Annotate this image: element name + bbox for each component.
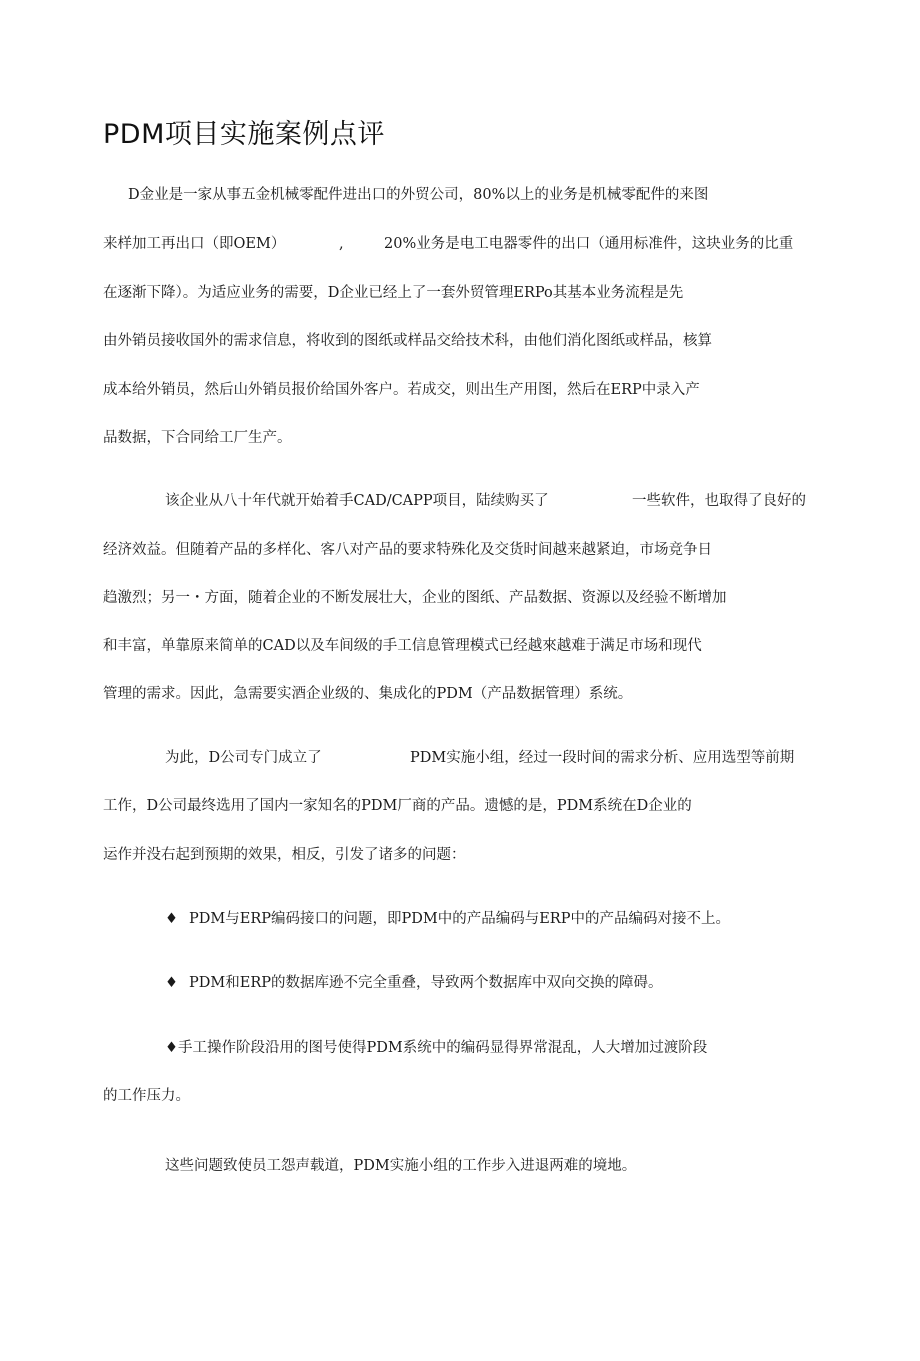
bullet-text: PDM与ERP编码接口的问题，即PDM中的产品编码与ERP中的产品编码对接不上。 [189, 911, 730, 927]
p1-line-2c: 20%业务是电工电器零件的出口（通用标准件，这块业务的比重 [384, 236, 794, 252]
p1-line-2b: , [339, 236, 344, 252]
p2-line-5: 管理的需求。因此，急需要实酒企业级的、集成化的PDM（产品数据管理）系统。 [103, 686, 633, 702]
p1-line-5: 成本给外销员，然后山外销员报价给国外客户。若成交，则出生产用图，然后在ERP中录入产 [103, 382, 700, 398]
p2-line-2: 经济效益。但随着产品的多样化、客八对产品的要求特殊化及交货时间越来越紧迫，市场竞争日 [103, 542, 712, 558]
p3-line-1b: PDM实施小组，经过一段时间的需求分析、应用选型等前期 [410, 750, 795, 766]
p1-line-2a: 来样加工再出口（即OEM） [103, 236, 286, 252]
page-title: PDM项目实施案例点评 [103, 119, 385, 150]
bullet-item-1 [165, 910, 730, 928]
p2-line-1b: 一些软件，也取得了良好的 [632, 493, 806, 509]
p2-line-1a: 该企业从八十年代就开始着手CAD/CAPP项目，陆续购买了 [165, 493, 549, 509]
diamond-bullet-icon: ♦ [165, 911, 178, 927]
p1-line-1: D金业是一家从事五金机械零配件进出口的外贸公司，80%以上的业务是机械零配件的来图 [128, 187, 709, 203]
p1-line-6: 品数据，下合同给工厂生产。 [103, 430, 292, 446]
bullet-item-3-line-1: ♦手工操作阶段沿用的图号使得PDM系统中的编码显得界常混乱，人大增加过渡阶段 [165, 1040, 708, 1056]
p3-line-3: 运作并没右起到预期的效果，相反，引发了诸多的问题： [103, 847, 466, 863]
diamond-bullet-icon: ♦ [165, 975, 178, 991]
bullet-item-2 [165, 974, 663, 992]
p1-line-4: 由外销员接收国外的需求信息，将收到的图纸或样品交给技术科，由他们消化图纸或样品，核算 [103, 333, 712, 349]
p3-line-1a: 为此，D公司专门成立了 [165, 750, 322, 766]
closing-paragraph: 这些问题致使员工怨声载道，PDM实施小组的工作步入进退两难的境地。 [165, 1158, 637, 1174]
bullet-item-3-line-2: 的工作压力。 [103, 1088, 190, 1104]
p3-line-2: 工作，D公司最终选用了国内一家知名的PDM厂商的产品。遗憾的是，PDM系统在D企业的 [103, 798, 692, 814]
p2-line-4: 和丰富，单靠原来简单的CAD以及车间级的手工信息管理模式已经越來越难于满足市场和现代 [103, 638, 702, 654]
bullet-text: PDM和ERP的数据库逊不完全重叠，导致两个数据库中双向交换的障碍。 [189, 975, 663, 991]
p2-line-3: 趋激烈；另一・方面，随着企业的不断发展壮大，企业的图纸、产品数据、资源以及经验不断增加 [103, 590, 727, 606]
p1-line-3: 在逐渐下降）。为适应业务的需要，D企业已经上了一套外贸管理ERPo其基本业务流程是先 [103, 285, 684, 301]
